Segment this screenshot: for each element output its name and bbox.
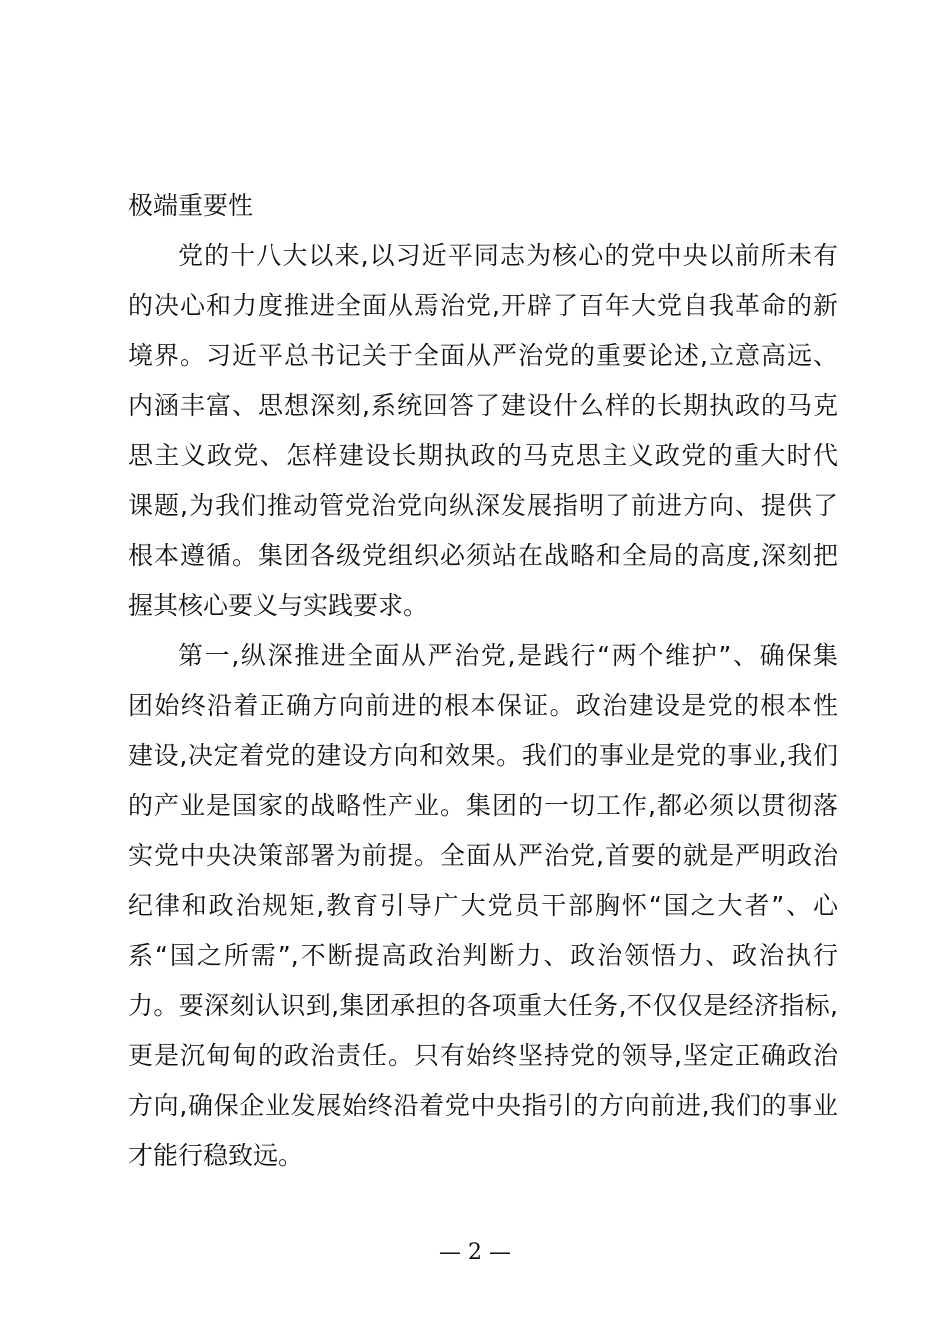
paragraph-2-line-2: 团始终沿着正确方向前进的根本保证。政治建设是党的根本性: [128, 691, 838, 720]
paragraph-2-line-7: 系“国之所需”,不断提高政治判断力、政治领悟力、政治执行: [128, 941, 838, 970]
paragraph-1-line-2: 的决心和力度推进全面从焉治党,开辟了百年大党自我革命的新: [128, 291, 838, 320]
paragraph-2-line-6: 纪律和政治规矩,教育引导广大党员干部胸怀“国之大者”、心: [128, 891, 838, 920]
paragraph-1-line-7: 根本遵循。集团各级党组织必须站在战略和全局的高度,深刻把: [128, 541, 838, 570]
page-number: — 2 —: [439, 1240, 511, 1265]
paragraph-2-line-11: 才能行稳致远。: [128, 1141, 304, 1170]
paragraph-1-line-4: 内涵丰富、思想深刻,系统回答了建设什么样的长期执政的马克: [128, 391, 838, 420]
paragraph-2-line-4: 的产业是国家的战略性产业。集团的一切工作,都必须以贯彻落: [128, 791, 838, 820]
paragraph-1-line-8: 握其核心要义与实践要求。: [128, 591, 429, 620]
paragraph-1-line-6: 课题,为我们推动管党治党向纵深发展指明了前进方向、提供了: [128, 491, 838, 520]
paragraph-2-line-1: 第一,纵深推进全面从严治党,是践行“两个维护”、确保集: [178, 641, 838, 670]
heading-fragment: 极端重要性: [128, 191, 254, 220]
paragraph-2-line-8: 力。要深刻认识到,集团承担的各项重大任务,不仅仅是经济指标,: [128, 991, 838, 1020]
paragraph-1-line-1: 党的十八大以来,以习近平同志为核心的党中央以前所未有: [178, 241, 838, 270]
paragraph-1-line-5: 思主义政党、怎样建设长期执政的马克思主义政党的重大时代: [128, 441, 838, 470]
paragraph-2-line-9: 更是沉甸甸的政治责任。只有始终坚持党的领导,坚定正确政治: [128, 1041, 838, 1070]
paragraph-2-line-5: 实党中央决策部署为前提。全面从严治党,首要的就是严明政治: [128, 841, 838, 870]
paragraph-2-line-10: 方向,确保企业发展始终沿着党中央指引的方向前进,我们的事业: [128, 1091, 838, 1120]
paragraph-2-line-3: 建设,决定着党的建设方向和效果。我们的事业是党的事业,我们: [128, 741, 838, 770]
paragraph-1-line-3: 境界。习近平总书记关于全面从严治党的重要论述,立意高远、: [128, 341, 838, 370]
